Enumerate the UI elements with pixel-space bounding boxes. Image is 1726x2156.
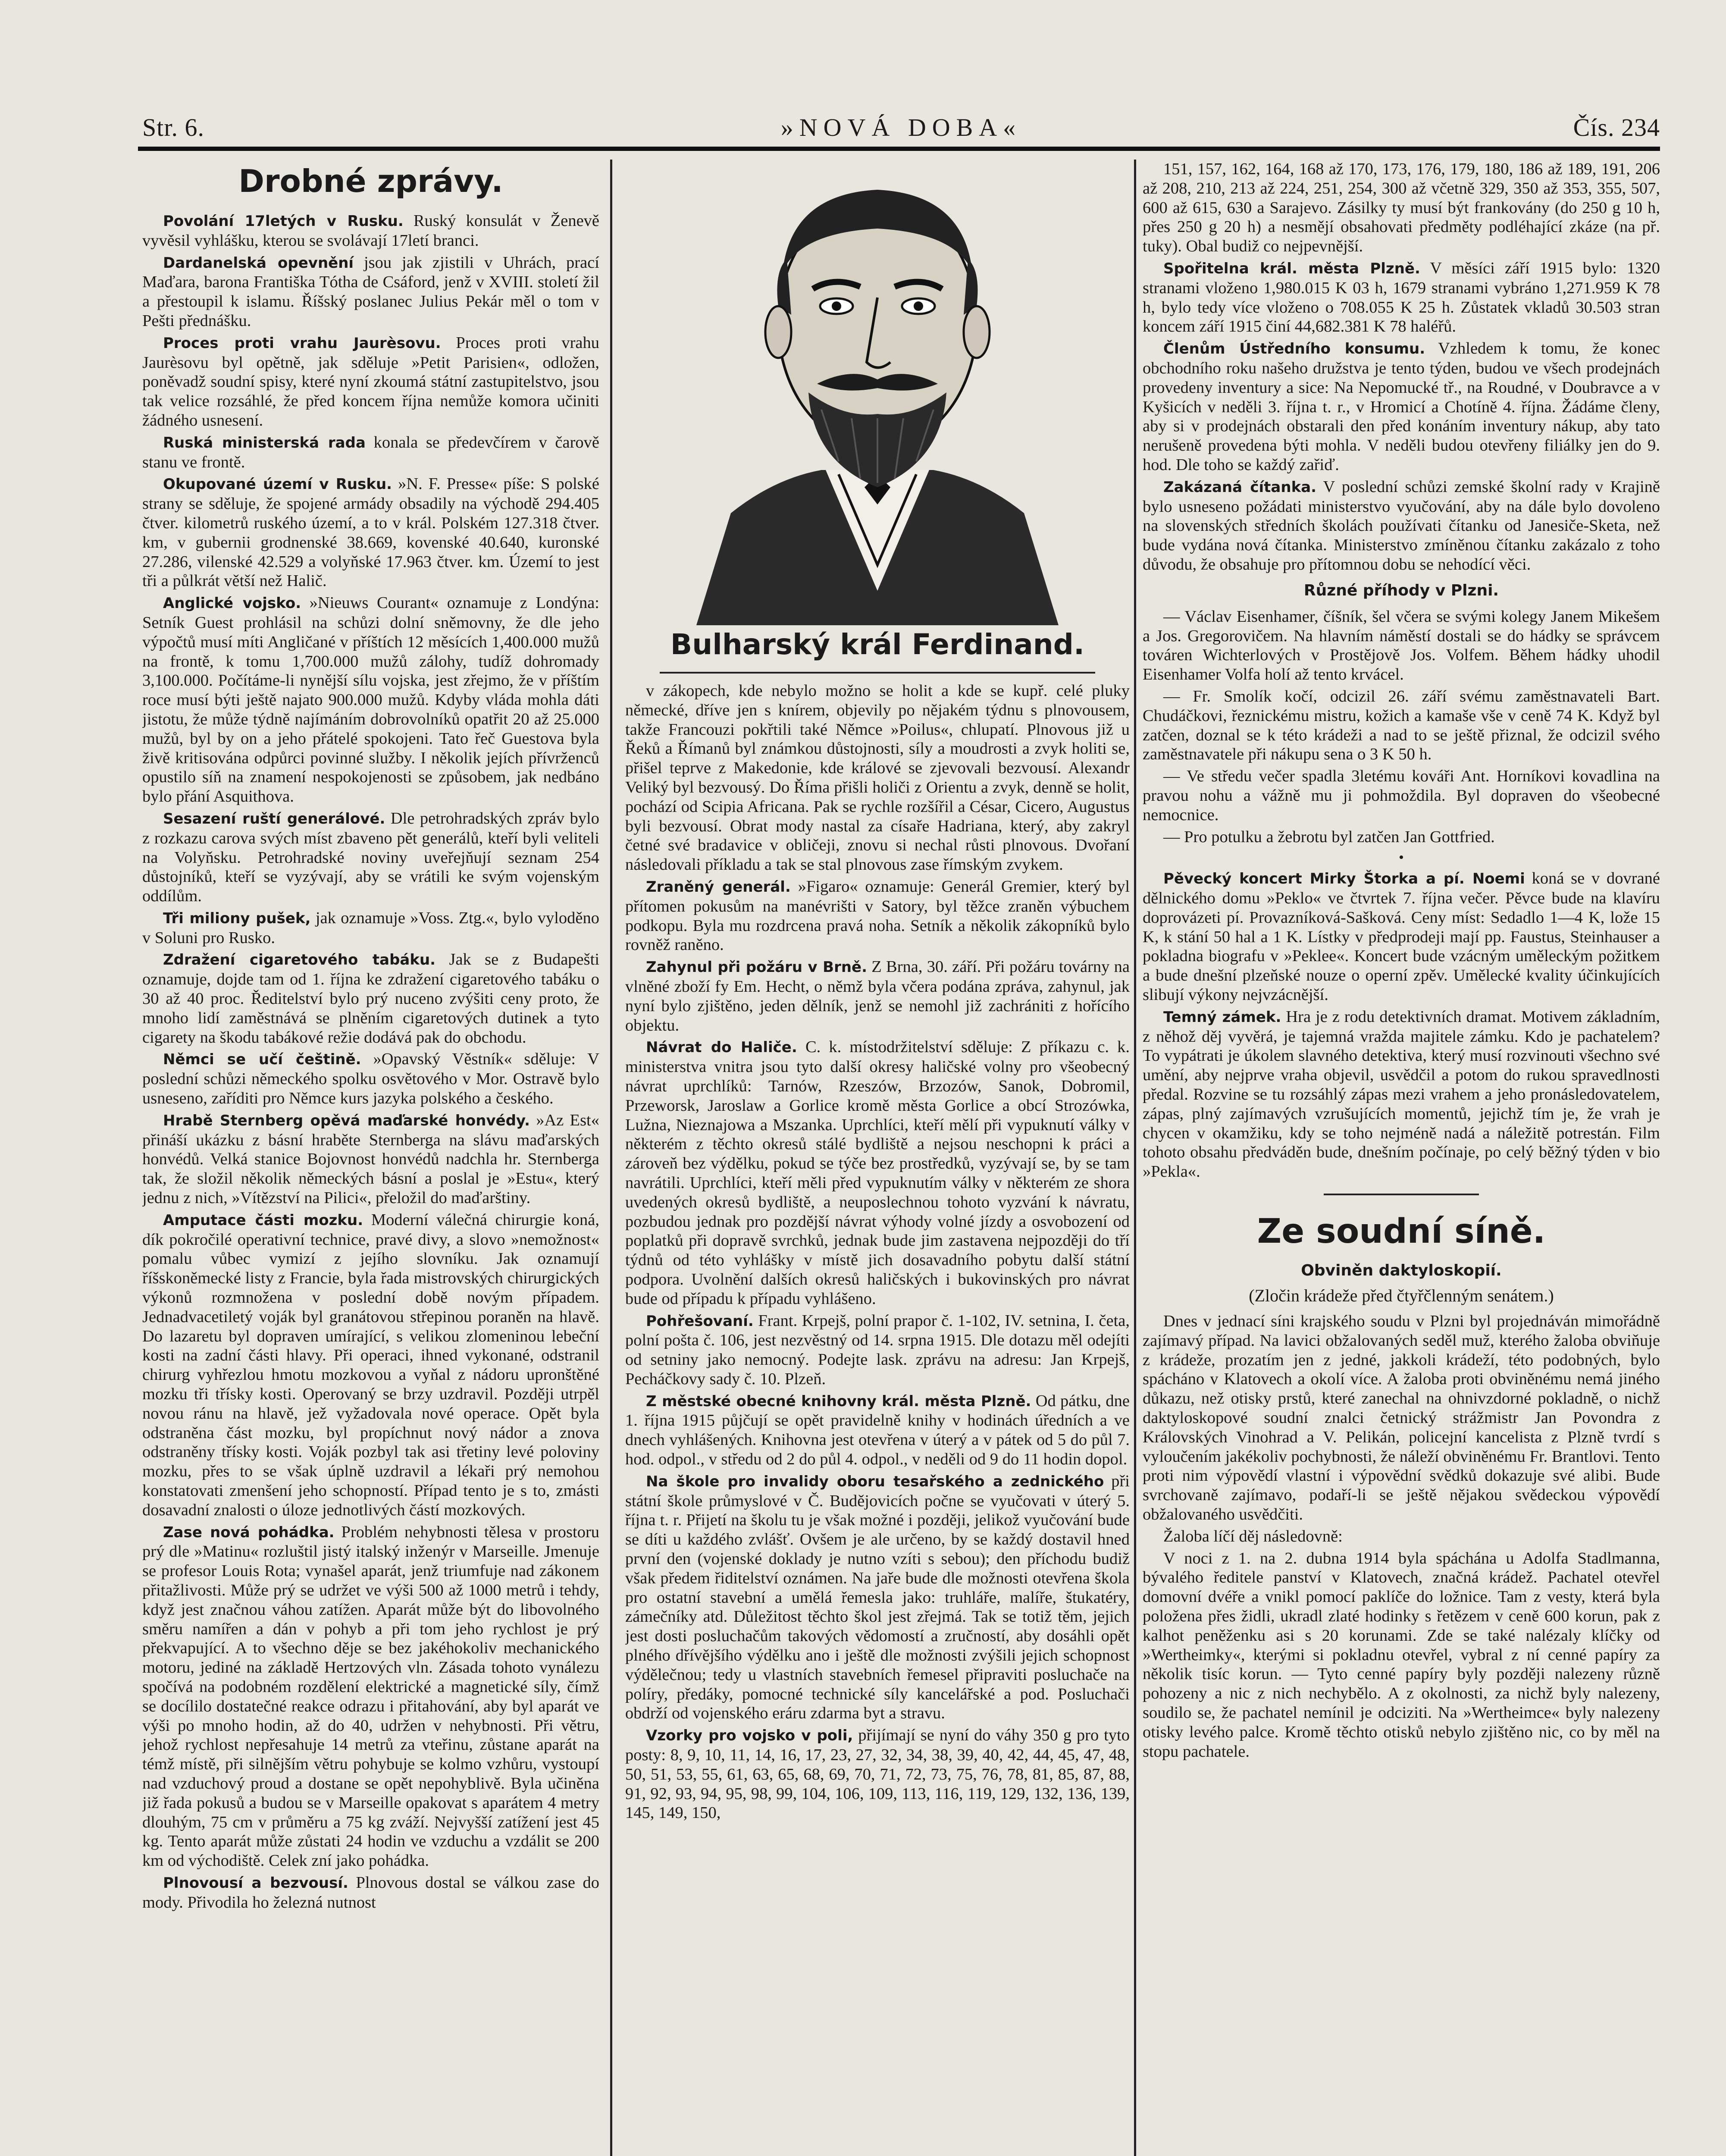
- column-divider: [1134, 160, 1136, 2156]
- issue-number: Čís. 234: [1573, 113, 1660, 141]
- news-item: [625, 681, 1130, 874]
- news-item-text: »Az Est« přináší ukázku z básní hraběte Sternberga na slávu maďarských honvédů. Velká stanice Bojovnost honvédů nadchla hr. Sternberga tak, že složil několik německých básní a poslal je »Estu«, který jednu z nich, »Vítězství na Pilici«, přeložil do maďarštiny.: [142, 1111, 599, 1207]
- news-item-text: jsou jak zjistili v Uhrách, prací Maďara, barona Františka Tótha de Csáford, jenž v XVIII. století žil a přestoupil k islamu. Říšský poslanec Julius Pekár měl o tom v Pešti přednášku.: [142, 253, 599, 330]
- news-item: [625, 1037, 1130, 1308]
- news-item: [142, 809, 599, 906]
- news-item: [142, 1050, 599, 1108]
- news-item-text: V měsíci září 1915 bylo: 1320 stranami vloženo 1,980.015 K 03 h, 1679 stranami vybráno 1,271.959 K 78 h, bylo tedy více vloženo o 708.055 K 25 h. Zůstatek vkladů 30.503 stran koncem září 1915 činí 44,682.381 K 78 haléřů.: [1143, 259, 1660, 336]
- news-items: [1143, 869, 1660, 1181]
- news-item-text: Frant. Krpejš, polní prapor č. 1-102, IV. setnina, I. četa, polní pošta č. 106, jest nezvěstný od 14. srpna 1915. Dle dotazu měl odejíti od setniny jako nemocný. Podejte lask. zprávu na adresu: Jan Krpejš, Pecháčkovy sady č. 10. Plzeň.: [625, 1311, 1130, 1388]
- news-item-title: Dardanelská opevnění: [163, 254, 354, 272]
- news-item: [1143, 259, 1660, 336]
- news-item: [625, 1391, 1130, 1469]
- incident-item: — Pro potulku a žebrotu byl zatčen Jan Gottfried.: [1163, 827, 1495, 846]
- news-item-title: Spořitelna král. města Plzně.: [1163, 260, 1420, 277]
- portrait-drawing: [636, 160, 1119, 625]
- caption-rule: [660, 672, 1095, 674]
- masthead-title: »NOVÁ DOBA«: [780, 113, 1022, 141]
- court-paragraph: Žaloba líčí děj následovně:: [1163, 1527, 1343, 1545]
- news-item: [142, 1873, 599, 1912]
- column-2: [625, 160, 1130, 2156]
- news-item-title: Ruská ministerská rada: [163, 434, 366, 451]
- news-item-text: v zákopech, kde nebylo možno se holit a kde se kupř. celé pluky německé, dříve jen s knírem, objevily po nějakém týdnu s plnovousem, takže Francouzi pokřtili také Němce »Poilus«, chlupatí. Plnovous již u Řeků a Římanů byl známkou důstojnosti, síly a moudrosti a zvyk holiti se, přišel teprve z Makedonie, kde králové se zjevovali bezvousí. Alexandr Veliký byl bezvousý. Do Říma přišli holiči z Orientu a zvyk, denně se holit, pochází od Scipia Africana. Pak se rychle rozšířil a César, Cicero, Augustus byli bezvousí. Obrat mody nastal za císaře Hadriana, který, aby zakryl četné své bradavice v obličeji, znovu si nechal růsti plnovous. Dvořaní následovali příkladu a tak se stal plnovous zase římským zvykem.: [625, 682, 1130, 874]
- column-1: [142, 160, 599, 2156]
- news-item-title: Zahynul při požáru v Brně.: [646, 959, 868, 976]
- news-item-title: Z městské obecné knihovny král. města Plzně.: [646, 1392, 1031, 1410]
- news-items: [142, 211, 599, 1912]
- news-item-text: V poslední schůzi zemské školní rady v Krajině bylo usneseno požádati ministerstvo vyučování, aby na dále bylo dovoleno na slovenských středních školách používati čítanku od Janesiče-Sketa, než bude vydána nová čítanka. Ministerstvo zmíněnou čítanku zakázalo z toho důvodu, že obsahuje pro přítomnou dobu se nehodící věci.: [1143, 477, 1660, 573]
- news-item-title: Tři miliony pušek,: [163, 909, 311, 927]
- news-item-text: Od pátku, dne 1. října 1915 půjčují se opět pravidelně knihy v hodinách úředních a ve dnech vyhlášených. Knihovna jest otevřena v úterý a v pátek od 5 do půl 7. hod. odpol., v středu od 2 do půl 4. odpol., v neděli od 9 do 11 hodin dopol.: [625, 1391, 1130, 1469]
- section-rule: [1324, 1194, 1479, 1195]
- news-item-title: Zraněný generál.: [646, 878, 791, 896]
- news-item-title: Temný zámek.: [1163, 1008, 1281, 1026]
- news-item-text: Proces proti vrahu Jaurèsovu byl opětně, jak sděluje »Petit Parisien«, odložen, poněvadž soudní spisy, které nyní zkoumá státní zastupitelstvo, jsou tak velice rozsáhlé, že před koncem října nemůže komora učiniti žádného usnesení.: [142, 333, 599, 429]
- news-item: [625, 1472, 1130, 1723]
- news-item-text: »Figaro« oznamuje: Generál Gremier, který byl přítomen pokusům na manévrišti v Satory, byl těžce zraněn výbuchem podkopu. Byla mu rozdrcena pravá noha. Setník a několik zákopníků bylo rovněž raněno.: [625, 877, 1130, 954]
- news-item-title: Povolání 17letých v Rusku.: [163, 213, 404, 230]
- news-item: [142, 950, 599, 1047]
- page-header: [142, 113, 1660, 152]
- news-item: [142, 909, 599, 948]
- incident-item: — Fr. Smolík kočí, odcizil 26. září svému zaměstnavateli Bart. Chudáčkovi, řeznickému mistru, kožich a kamaše vše v ceně 74 K. Když byl zatčen, doznal se k této krádeži a nad to se ještě přiznal, že odcizil svého zaměstnavatele při nákupu sena o 3 K 50 h.: [1143, 687, 1660, 764]
- news-item: [142, 474, 599, 591]
- news-items: [625, 681, 1130, 1823]
- news-item-title: Sesazení ruští generálové.: [163, 810, 385, 827]
- news-item-title: Členům Ústředního konsumu.: [1163, 340, 1425, 358]
- news-item-text: Z Brna, 30. září. Při požáru továrny na vlněné zboží fy Em. Hecht, o němž byla včera podána zpráva, zahynul, jak nyní bylo zjištěno, jeden dělník, jenž se nemohl již zachrániti z hořícího objektu.: [625, 958, 1130, 1034]
- news-item-title: Na škole pro invalidy oboru tesařského a zednického: [646, 1473, 1104, 1490]
- news-item-text: Ruský konsulát v Ženevě vyvěsil vyhlášku, kterou se svolávají 17letí branci.: [142, 212, 599, 250]
- news-item-title: Pěvecký koncert Mirky Štorka a pí. Noemi: [1163, 870, 1525, 888]
- news-item-text: Jak se z Budapešti oznamuje, dojde tam od 1. října ke zdražení cigaretového tabáku o 30 až 40 proc. Ředitelství bylo prý nuceno zvýšiti ceny proto, že mnoho lidí zaměstnává se plněním cigaretových dutinek a tyto cigarety na škodu tabákové režie dodává pak do obchodu.: [142, 950, 599, 1047]
- news-item: [1143, 339, 1660, 475]
- news-item: [625, 877, 1130, 955]
- news-item-text: »Nieuws Courant« oznamuje z Londýna: Setník Guest prohlásil na schůzi dolní sněmovny, že dle jeho výpočtů musí míti Angličané v příštích 12 měsících 1,400.000 mužů na frontě, k tomu 1,700.000 mužů zálohy, tudíž dohromady 3,100.000. Počítáme-li nynější sílu vojska, jest zřejmo, že v příštím roce musí býti ještě najato 900.000 mužů. Kdyby vláda mohla dáti jistotu, že může týdně najímáním dobrovolníků opatřit 20 až 25.000 mužů, byl by on a jeho přátelé spokojeni. Tato řeč Guestova byla živě kritisována odpůrci povinné služby. I několik jejích přívrženců opustilo síň na znamení nespokojenosti se způsobem, jak nedbáno bylo přání Asquithova.: [142, 594, 599, 806]
- news-item-text: Moderní válečná chirurgie koná, dík pokročilé operativní technice, pravé divy, a slovo »nemožnost« pomalu vůbec vymizí z jejího slovníku. Jak oznamují říšskoněmecké listy z Francie, byla řada mistrovských chirurgických výkonů rozmnožena v poslední době novým případem. Jednadvacetiletý voják byl granátovou střepinou poraněn na hlavě. Do lazaretu byl dopraven umírající, s velikou zlomeninou lebeční kosti na zadní části hlavy. Při operaci, ihned vykonané, odstranil chirurg vyhřezlou hmotu mozkovou a vyňal z nádoru upronštěné mozku tři třísky kosti. Operovaný se brzy uzdravil. Později utrpěl novou ránu na hlavě, jež vyžadovala nové operace. Opět byla odstraněna část mozku, byl propíchnut nový nádor a znova odstraněny třísky kosti. Voják pozbyl tak asi třetiny levé poloviny mozku, přes to se však úplně uzdravil a lékaři prý nemohou konstatovati zmenšení jeho schopností. Případ tento je s to, zmásti dosavadní znalosti o úloze jednotlivých částí mozkových.: [142, 1210, 599, 1519]
- news-items: [1143, 160, 1660, 574]
- news-item-text: jak oznamuje »Voss. Ztg.«, bylo vyloděno v Soluni pro Rusko.: [142, 909, 599, 947]
- news-item-title: Hrabě Sternberg opěvá maďarské honvédy.: [163, 1112, 530, 1129]
- news-item-text: Hra je z rodu detektivních dramat. Motivem základním, z něhož děj vyvěrá, je tajemná vražda majitele zámku. Kdo je pachatelem? To vypátrati je úkolem slavného detektiva, který musí rozvinouti všechno své umění, aby nejprve vraha objevil, usvědčil a potom do rukou spravedlnosti předal. Rozvine se tu rozsáhlý zápas mezi vrahem a jeho pronásledovatelem, zápas, plný zajímavých vzrušujících momentů, jejichž tím je, že vrah je chycen v okamžiku, kdy se toho nejméně nadá a náležitě potrestán. Film tohoto obsahu předváděn bude, dnešním počínaje, po celý běžný týden v bio »Pekla«.: [1143, 1007, 1660, 1181]
- section-heading: Drobné zprávy.: [238, 163, 503, 199]
- news-item: [142, 1210, 599, 1520]
- news-item: [625, 1311, 1130, 1389]
- news-item-title: Okupované území v Rusku.: [163, 476, 392, 493]
- portrait-illustration: [636, 160, 1119, 625]
- news-item-title: Plnovousí a bezvousí.: [163, 1874, 348, 1892]
- court-paragraph: Dnes v jednací síni krajského soudu v Plzni byl projednáván mimořádně zajímavý případ. Na lavici obžalovaných seděl muž, kterého žaloba obviňuje z krádeže, prozatím jen z jedné, jakkoli krádeží, této podobných, bylo spácháno v Klatovech a okolí více. A žaloba proti obviněnému nemá jiného důkazu, než otisky prstů, které zanechal na ohnivzdorné pokladně, o nichž daktyloskopové soudní znalci četnický strážmistr Jan Povondra z Královských Vinohrad a V. Pelikán, policejní kancelista z Plzně tvrdí s vyloučením jakékoliv pochybnosti, že náleží obviněnému Fr. Brantlovi. Tento proti nim výpovědí vlastní i výpovědní svědků dokazuje své alibi. Bude svrchovaně zajímavo, podaří-li se ještě nějakou svědeckou výpovědí obžalovaného usvědčiti.: [1143, 1312, 1660, 1524]
- incident-item: — Ve středu večer spadla 3letému kováři Ant. Horníkovi kovadlina na pravou nohu a vážně mu ji pohmoždila. Byl dopraven do všeobecné nemocnice.: [1143, 767, 1660, 824]
- news-item-text: »Opavský Věstník« sděluje: V poslední schůzi německého spolku osvětového v Mor. Ostravě bylo usneseno, zaříditi pro Němce kurs jazyka polského a českého.: [142, 1050, 599, 1108]
- news-item: [1143, 477, 1660, 574]
- court-report: [1143, 1312, 1660, 1761]
- news-item: [142, 333, 599, 430]
- court-paragraph: V noci z 1. na 2. dubna 1914 byla spáchána u Adolfa Stadlmanna, bývalého ředitele panství v Klatovech, značná krádež. Pachatel otevřel domovní dvéře a vnikl pomocí paklíče do ložnice. Tam z vesty, která byla položena přes židli, ukradl zlaté hodinky s řetězem v ceně 600 korun, pak z kalhot peněženku asi s 20 korunami. Zde se také nalézaly klíčky od »Wertheimky«, kterými si pokladnu otevřel, vybral z ní cenné papíry za několik tisíc korun. — Tyto cenné papíry byly později nalezeny různě pohozeny a nic z nich nechybělo. A z okolnosti, za nichž byly nalezeny, soudilo se, že pachatel nemínil je odciziti. Na »Wertheimce« byly nalezeny otisky levého palce. Kromě těchto otisků nebylo zjištěno nic, co by měl na stopu pachatele.: [1143, 1549, 1660, 1761]
- news-item: [142, 433, 599, 472]
- news-item-title: Amputace části mozku.: [163, 1211, 363, 1229]
- section-heading: Různé příhody v Plzni.: [1303, 581, 1499, 599]
- court-subheading: Obviněn daktyloskopií.: [1301, 1262, 1502, 1280]
- news-item-text: koná se v dovrané dělnického domu »Peklo« ve čtvrtek 7. října večer. Pěvce bude na klavíru doprovázeti pí. Provazníková-Sašková. Ceny míst: Sedadlo 1—4 K, lože 15 K, k stání 50 hal a 1 K. Lístky v předprodeji mají pp. Faustus, Steinhauser a pokladna biografu v »Peklee«. Koncert bude vzácným uměleckým požitkem a bude dnešní plzeňské nouze o operní zpěv. Umělecké kvality účinkujících slibují výkony nejvzácnější.: [1143, 869, 1660, 1004]
- news-item-text: konala se předevčírem v čarově stanu ve frontě.: [142, 433, 599, 471]
- news-item-title: Zase nová pohádka.: [163, 1523, 335, 1541]
- news-item: [1143, 1007, 1660, 1181]
- news-item-title: Pohřešovaní.: [646, 1312, 754, 1330]
- news-item: [142, 1111, 599, 1208]
- news-item-title: Proces proti vrahu Jaurèsovu.: [163, 334, 441, 352]
- incident-list: [1143, 607, 1660, 847]
- news-item-text: Problém nehybnosti tělesa v prostoru prý dle »Matinu« rozluštil jistý italský inženýr v Marseille. Jmenuje se profesor Louis Rota; vynašel aparát, jenž triumfuje nad zákonem přitažlivosti. Může prý se udržet ve výši 500 až 1000 metrů i tehdy, když jest značnou váhou zatížen. Aparát může být do libovolného směru namířen a dán v pohyb a při tom jeho rychlost je prý překvapující. A to všechno děje se bez jakéhokoliv mechanického motoru, jediné na základě Hertzových vln. Zásada tohoto vynálezu spočívá na podobném rozdělení elektrické a magnetické síly, čímž se docílilo dostatečné reakce odrazu i přitahování, aby byl aparát ve výši po mnoho hodin, až do 40, udržen v nehybnosti. Při větru, jehož rychlost nepřesahuje 14 metrů za vteřinu, zůstane aparát na témž místě, při silnějším větru pohybuje se kolmo vzhůru, vystoupí nad vzduchový proud a dostane se opět nepohyblivě. Byla učiněna již řada pokusů a budou se v Marseille opakovat s aparátem 4 metry dlouhým, 75 cm v průměru a 75 kg zváží. Nejvyšší zatížení jest 45 kg. Tento aparát může zůstati 24 hodin ve vzduchu a vzdálit se 200 km od východiště. Celek zní jako pohádka.: [142, 1523, 599, 1870]
- news-item: [142, 593, 599, 806]
- news-item-text: 151, 157, 162, 164, 168 až 170, 173, 176, 179, 180, 186 až 189, 191, 206 až 208, 210, 213 až 224, 251, 254, 300 až včetně 329, 350 až 353, 355, 507, 600 až 615, 630 a Sarajevo. Zásilky ty musí být frankovány (do 250 g 10 h, přes 250 g 20 h) a nesmějí obsahovati předměty podléhající zkáze (na př. tuky). Obal budiž co nejpevnější.: [1143, 160, 1660, 256]
- news-item: [1143, 160, 1660, 256]
- court-subheading-note: (Zločin krádeže před čtyřčlenným senátem.): [1249, 1286, 1554, 1306]
- news-item-text: přijímají se nyní do váhy 350 g pro tyto posty: 8, 9, 10, 11, 14, 16, 17, 23, 27, 32, 34, 38, 39, 40, 42, 44, 45, 47, 48, 50, 51, 53, 55, 61, 63, 65, 68, 69, 70, 71, 72, 73, 75, 76, 78, 81, 85, 87, 88, 91, 92, 93, 94, 95, 98, 99, 104, 106, 109, 113, 116, 119, 129, 132, 136, 139, 145, 149, 150,: [625, 1726, 1130, 1822]
- news-item: [142, 211, 599, 251]
- news-item-text: »N. F. Presse« píše: S polské strany se sděluje, že spojené armády obsadily na východě 294.405 čtver. kilometrů ruského území, a to v král. Polském 127.318 čtver. km, v gubernii grodnenské 38.669, kovenské 40.640, kuronské 27.286, vilenské 42.529 a volyňské 17.963 čtver. km. Území to jest tři a půlkrát větší než Halič.: [142, 475, 599, 590]
- news-item-title: Návrat do Haliče.: [646, 1039, 797, 1056]
- news-item: [625, 957, 1130, 1035]
- news-item-title: Vzorky pro vojsko v poli,: [646, 1727, 853, 1745]
- news-item-text: při státní škole průmyslové v Č. Budějovicích počne se vyučovati v úterý 5. října t. r. Přijetí na školu tu je však možné i později, jelikož vyučování bude se díti u každého zvlášť. Ovšem je ale určeno, by se každý dostavil hned první den (vojenské doklady je nutno vzíti s sebou); den příchodu budiž však předem řiditelství oznámen. Na jaře bude dle možnosti otevřena škola pro ostatní stavební a umělá řemesla jako: truhláře, malíře, štukatéry, zámečníky atd. Důležitost těchto škol jest zřejmá. Tak se totiž těm, jejich jest dosti posluchačům takových vědomostí a zručností, aby dosáhli opět plného dřívějšího výdělku ano i ještě dle možnosti zvýšili jejich schopnost výdělečnou; tedy u vlastních stavebních řemesel připraviti posluchače na políry, předáky, pomocné technické síly kancelářské a pod. Posluchači obdrží od vojenského eráru zdarma byt a stravu.: [625, 1472, 1130, 1723]
- column-3: [1143, 160, 1660, 2156]
- news-item-title: Anglické vojsko.: [163, 595, 301, 612]
- news-item-title: Zdražení cigaretového tabáku.: [163, 951, 436, 969]
- page-number: Str. 6.: [142, 113, 204, 141]
- section-separator: •: [1399, 849, 1404, 866]
- news-item-text: C. k. místodržitelství sděluje: Z příkazu c. k. ministerstva vnitra jsou tyto další okresy haličské volny pro všeobecný návrat uprchlíků: Tarnów, Rzeszów, Brzozów, Sanok, Dobromil, Przeworsk, Jaroslaw a Gorlice kromě města Gorlice a obcí Strozówka, Lužna, Nieznajowa a Mszanka. Uprchlíci, kteří mělí při vypuknutí války v některém z těchto okresů stálé bydliště a nejsou neschopni k práci a zároveň bez výdělku, pokud se týče bez prostředků, vyzývají se, by se tam navrátili. Uprchlíci, kteří měli před vypuknutím války v některém ze shora uvedených okresů bydliště, a neuposlechnou tohoto vyzvání k návratu, pozbudou jednak pro pozdější návrat výhody volné jízdy a osvobození od poplatků při dopravě svrchků, jednak bude jim zastavena nejpozději do tří týdnů od této vyhlášky v místě jich dosavadního pobytu další státní podpora. Uvolnění dalších okresů haličských i bukovinských pro návrat bude od případu k případu vyhlášeno.: [625, 1038, 1130, 1308]
- news-item-title: Zakázaná čítanka.: [1163, 478, 1317, 496]
- news-item-text: Plnovous dostal se válkou zase do mody. Přivodila ho železná nutnost: [142, 1873, 599, 1912]
- news-item: [142, 1523, 599, 1871]
- news-item: [142, 253, 599, 331]
- header-rule: [138, 147, 1660, 151]
- news-item-text: Vzhledem k tomu, že konec obchodního roku našeho družstva je tento týden, budou ve všech prodejnách provedeny inventury a sice: Na Nepomucké tř., na Roudné, v Doubravce a v Kyšicích v neděli 3. října t. r., v Hromicí a Chotíně 4. října. Žádáme členy, aby si v prodejnách obstarali den před konáním inventury nákup, aby tato nerušeně provedena býti mohla. V neděli budou otevřeny filiálky jen do 9. hod. Dle toho se každý zařiď.: [1143, 339, 1660, 474]
- column-divider: [610, 160, 612, 2156]
- news-item: [1143, 869, 1660, 1005]
- court-heading: Ze soudní síně.: [1257, 1212, 1546, 1251]
- news-item-text: Dle petrohradských zpráv bylo z rozkazu carova svých míst zbaveno pět generálů, kteří byli veliteli na Volyňsku. Petrohradské noviny uveřejňují seznam 254 důstojníků, kteří se vyzývají, aby se vrátili ke svým vojenským oddílům.: [142, 809, 599, 906]
- news-item-title: Němci se učí češtině.: [163, 1051, 361, 1069]
- news-item: [625, 1726, 1130, 1823]
- portrait-caption: Bulharský král Ferdinand.: [670, 628, 1085, 661]
- incident-item: — Václav Eisenhamer, číšník, šel včera se svými kolegy Janem Mikešem a Jos. Gregorovičem. Na hlavním náměstí dostali se do hádky se správcem továren Wichterlových v Prostějově Jos. Volfem. Během hádky uhodil Eisenhamer Volfa holí až tento krvácel.: [1143, 607, 1660, 684]
